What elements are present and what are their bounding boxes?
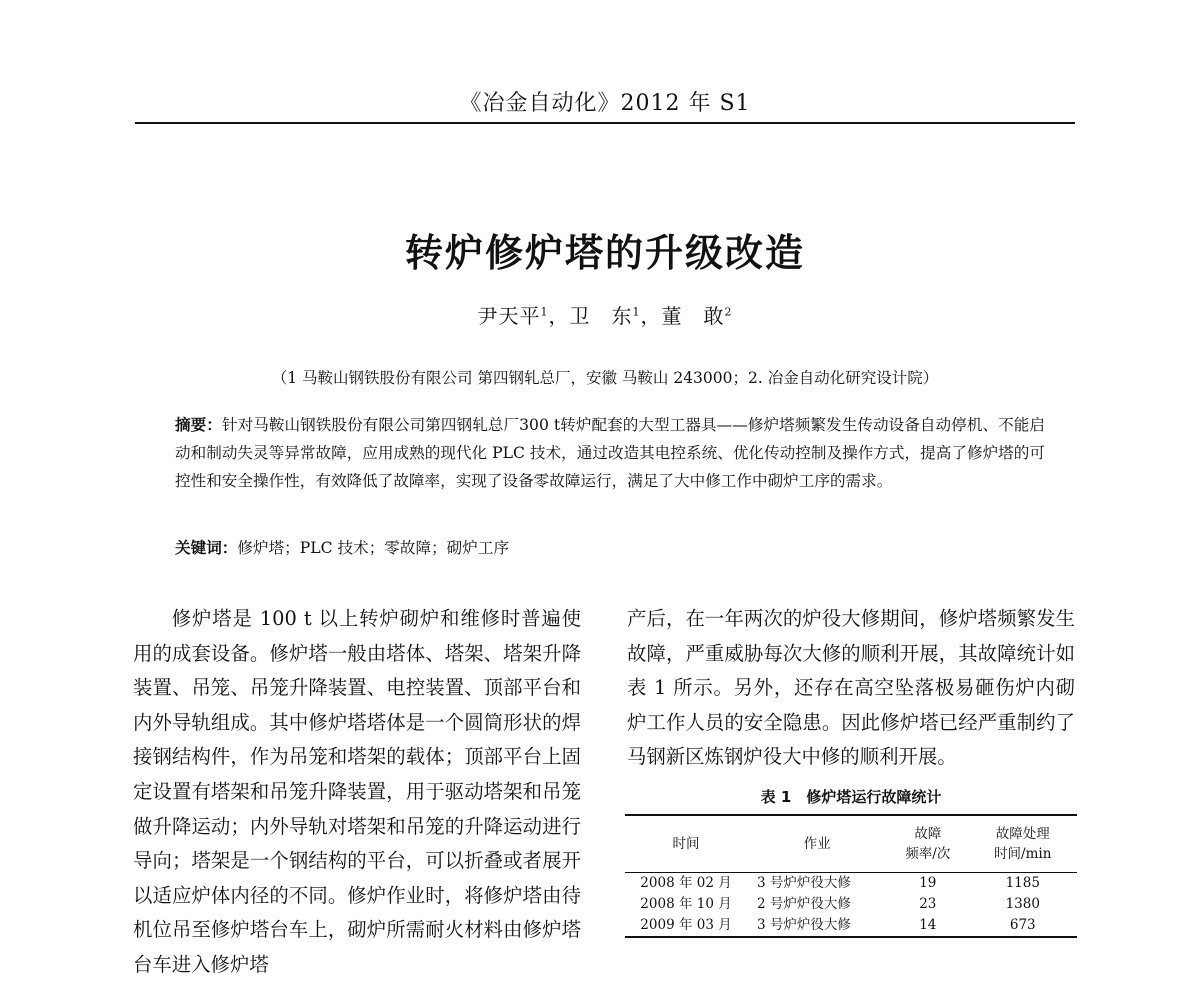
author-name: 董 敢 xyxy=(661,304,725,328)
abstract-label: 摘要： xyxy=(175,416,222,434)
author-affil-mark: 1 xyxy=(540,305,549,319)
table-row xyxy=(625,894,1077,915)
body-paragraph: 产后，在一年两次的炉役大修期间，修炉塔频繁发生故障，严重威胁每次大修的顺利开展，其故障统计如表 1 所示。另外，还存在高空坠落极易砸伤炉内砌炉工作人员的安全隐患。因此修炉塔已经严重制约了马钢新区炼钢炉役大中修的顺利开展。 xyxy=(627,607,1075,769)
cell-time: 2009 年 03 月 xyxy=(640,917,732,933)
cell-rate: 19 xyxy=(919,875,937,891)
author-affil-mark: 2 xyxy=(724,305,733,319)
cell-job: 3 号炉炉役大修 xyxy=(757,917,851,933)
col-header-job: 作业 xyxy=(803,836,831,852)
keywords xyxy=(175,536,1045,558)
keywords-label: 关键词： xyxy=(175,539,238,557)
article-title: 转炉修炉塔的升级改造 xyxy=(404,231,805,275)
keywords-text: 修炉塔；PLC 技术；零故障；砌炉工序 xyxy=(237,539,510,557)
col-header-handle-line2: 时间/min xyxy=(994,846,1052,862)
cell-time: 2008 年 10 月 xyxy=(640,896,732,912)
cell-job: 3 号炉炉役大修 xyxy=(757,875,851,891)
col-header-rate xyxy=(887,815,968,873)
header-rule xyxy=(135,122,1075,124)
table-row xyxy=(625,873,1077,895)
body-right-column xyxy=(627,602,1075,775)
abstract xyxy=(175,411,1045,495)
abstract-text: 针对马鞍山钢铁股份有限公司第四钢轧总厂300 t转炉配套的大型工器具——修炉塔频繁发生传动设备自动停机、不能启动和制动失灵等异常故障，应用成熟的现代化 PLC 技术，通过改造其电控系统、优化传动控制及操作方式，提高了修炉塔的可控性和安全操作性，有效降低了故障率，实现了设备零故障运行，满足了大中修工作中砌炉工序的需求。 xyxy=(175,416,1045,490)
cell-rate: 14 xyxy=(919,917,937,933)
body-paragraph: 修炉塔是 100 t 以上转炉砌炉和维修时普遍使用的成套设备。修炉塔一般由塔体、塔架、塔架升降装置、吊笼、吊笼升降装置、电控装置、顶部平台和内外导轨组成。其中修炉塔塔体是一个圆筒形状的焊接钢结构件，作为吊笼和塔架的载体；顶部平台上固定设置有塔架和吊笼升降装置，用于驱动塔架和吊笼做升降运动；内外导轨对塔架和吊笼的升降运动进行导向；塔架是一个钢结构的平台，可以折叠或者展开以适应炉体内径的不同。修炉作业时，将修炉塔由待机位吊至修炉塔台车上，砌炉所需耐火材料由修炉塔台车进入修炉塔 xyxy=(133,607,581,976)
body-left-column xyxy=(133,602,581,983)
cell-handle: 1185 xyxy=(1005,875,1040,891)
col-header-time: 时间 xyxy=(672,836,700,852)
author-separator: ， xyxy=(548,304,570,328)
cell-rate: 23 xyxy=(919,896,937,912)
affiliation: （1 马鞍山钢铁股份有限公司 第四钢轧总厂，安徽 马鞍山 243000；2. 冶金自动化研究设计院） xyxy=(271,369,939,387)
cell-handle: 1380 xyxy=(1005,896,1040,912)
author-name: 卫 东 xyxy=(569,304,633,328)
table-row xyxy=(625,915,1077,937)
author-list xyxy=(135,300,1075,329)
cell-job: 2 号炉炉役大修 xyxy=(757,896,851,912)
author-name: 尹天平 xyxy=(477,304,541,328)
col-header-handle-line1: 故障处理 xyxy=(995,826,1050,842)
author-affil-mark: 1 xyxy=(632,305,641,319)
col-header-handle xyxy=(969,815,1078,873)
cell-time: 2008 年 02 月 xyxy=(640,875,732,891)
col-header-rate-line1: 故障 xyxy=(914,826,942,842)
cell-handle: 673 xyxy=(1009,917,1036,933)
fault-table xyxy=(625,814,1077,938)
author-separator: ， xyxy=(640,304,662,328)
col-header-rate-line2: 频率/次 xyxy=(905,846,951,862)
table-caption: 表 1 修炉塔运行故障统计 xyxy=(760,788,942,806)
journal-header: 《冶金自动化》2012 年 S1 xyxy=(459,91,751,116)
table-header-row xyxy=(625,815,1077,873)
